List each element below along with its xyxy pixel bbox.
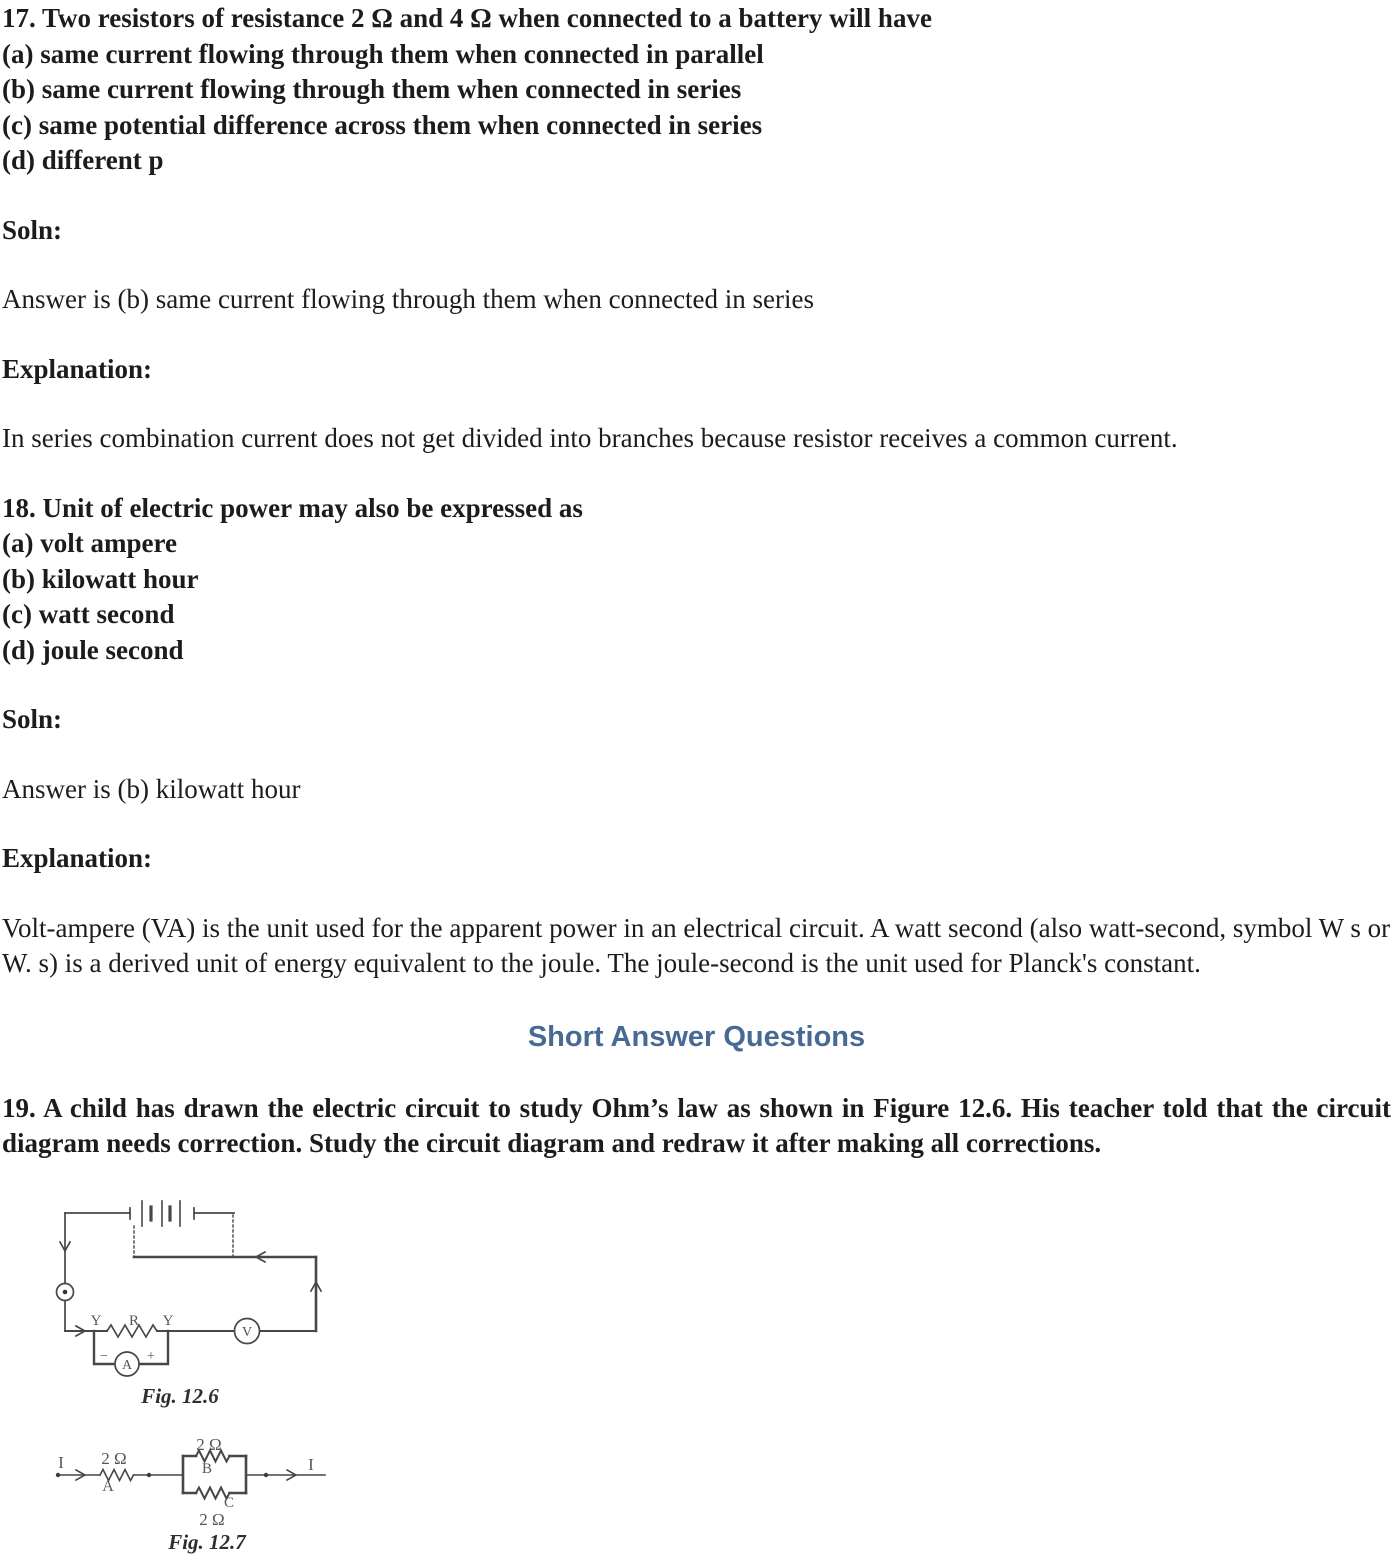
label-resistor-a: A bbox=[102, 1477, 114, 1495]
label-resistor-c-value: 2 Ω bbox=[199, 1509, 225, 1528]
section-heading-short-answer-questions: Short Answer Questions bbox=[527, 1020, 866, 1053]
label-resistor-r: R bbox=[128, 1312, 140, 1329]
label-resistor-a-value: 2 Ω bbox=[101, 1448, 127, 1468]
question-18-block bbox=[2, 491, 1391, 669]
junction-dot-middle bbox=[147, 1472, 151, 1476]
circuit-diagram-12-7 bbox=[50, 1436, 350, 1528]
q17-option-b: (b) same current flowing through them when connected in series bbox=[2, 74, 742, 104]
label-resistor-c: C bbox=[223, 1494, 235, 1511]
q17-option-d: (d) different p bbox=[2, 145, 164, 175]
q18-option-b: (b) kilowatt hour bbox=[2, 563, 199, 594]
figure-12-7 bbox=[50, 1436, 1391, 1554]
junction-dot-left bbox=[56, 1472, 60, 1476]
q17-soln-label: Soln: bbox=[2, 214, 63, 245]
q17-explanation: In series combination current does not get divided into branches because resistor receives a common current. bbox=[2, 423, 1178, 453]
label-current-in: I bbox=[58, 1452, 64, 1472]
q18-option-a: (a) volt ampere bbox=[2, 528, 177, 558]
label-plus: + bbox=[147, 1348, 155, 1364]
label-minus: − bbox=[100, 1348, 108, 1364]
junction-dot-right bbox=[264, 1472, 268, 1476]
q18-soln-label: Soln: bbox=[2, 704, 63, 734]
label-voltmeter: V bbox=[241, 1324, 253, 1340]
q18-explanation: Volt-ampere (VA) is the unit used for the apparent power in an electrical circuit. A watt second (also watt-second, symbol W s or W. s) is a derived unit of energy equivalent to the joule. The joule-second is the unit used for Planck's constant. bbox=[2, 912, 1391, 978]
label-current-out: I bbox=[308, 1454, 314, 1474]
q17-answer: Answer is (b) same current flowing through them when connected in series bbox=[2, 284, 815, 314]
question-18-title: 18. Unit of electric power may also be expressed as bbox=[2, 492, 583, 523]
figure-12-6 bbox=[50, 1198, 1391, 1408]
label-terminal-right: Y bbox=[162, 1312, 174, 1329]
label-resistor-b: B bbox=[201, 1460, 213, 1477]
q17-explanation-label: Explanation: bbox=[2, 353, 153, 384]
question-17-block bbox=[2, 1, 1391, 179]
label-resistor-b-value: 2 Ω bbox=[196, 1435, 222, 1454]
q18-answer: Answer is (b) kilowatt hour bbox=[2, 773, 301, 804]
label-ammeter: A bbox=[121, 1357, 133, 1373]
q18-explanation-label: Explanation: bbox=[2, 843, 153, 873]
q17-option-c: (c) same potential difference across them when connected in series bbox=[2, 109, 763, 140]
q18-option-c: (c) watt second bbox=[2, 599, 175, 629]
battery-icon bbox=[130, 1201, 194, 1226]
label-terminal-left: Y bbox=[90, 1312, 102, 1329]
q17-option-a: (a) same current flowing through them when connected in parallel bbox=[2, 38, 764, 69]
plug-key-icon bbox=[57, 1283, 74, 1300]
q18-option-d: (d) joule second bbox=[2, 634, 184, 665]
question-17-title: 17. Two resistors of resistance 2 Ω and 4 Ω when connected to a battery will have bbox=[2, 3, 932, 33]
figure-12-6-caption: Fig. 12.6 bbox=[141, 1383, 219, 1408]
figure-12-7-caption: Fig. 12.7 bbox=[168, 1529, 246, 1554]
circuit-diagram-12-6 bbox=[50, 1198, 340, 1384]
question-19-title: 19. A child has drawn the electric circuit to study Ohm’s law as shown in Figure 12.6. His teacher told that the circuit diagram needs correction. Study the circuit diagram and redraw it after making all corrections. bbox=[2, 1092, 1391, 1158]
